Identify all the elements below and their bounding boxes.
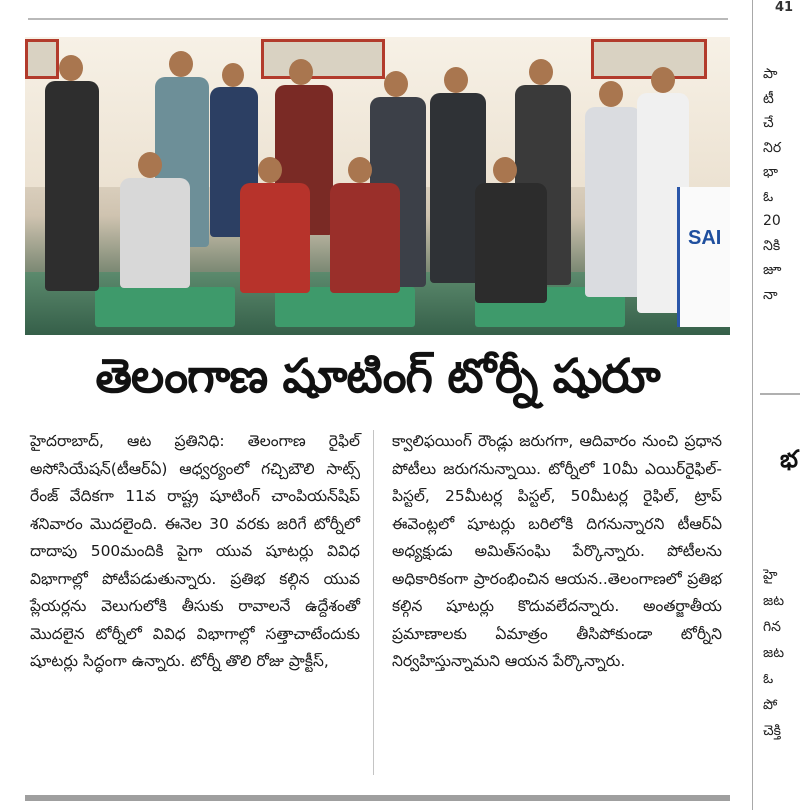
side-article-1-line: చే — [763, 115, 774, 131]
side-article-2-line: పో — [763, 697, 778, 713]
side-article-2-line: చెక్తి — [763, 723, 781, 739]
article-column-2: క్వాలిఫయింగ్ రౌండ్లు జరుగగా, ఆదివారం నుంచి ప్రధాన పోటీలు జరుగనున్నాయి. టోర్నీలో 10మీ ఎయిర్‌రైఫిల్-పిస్టల్, 25మీటర్ల పిస్టల్, 50మీటర్ల రైఫిల్, ట్రాప్ ఈవెంట్లలో షూటర్లు బరిలోకి దిగనున్నారని టీఆర్ఏ అధ్యక్షుడు అమిత్‌సంఘి పేర్కొన్నారు. పోటీలను అధికారికంగా ప్రారంభించిన ఆయన..తెలంగాణలో ప్రతిభ కల్గిన షూటర్లు కొదువలేదన్నారు. అంతర్జాతీయ ప్రమాణాలకు ఏమాత్రం తీసిపోకుండా టోర్నీని నిర్వహిస్తున్నామని ఆయన పేర్కొన్నారు. — [392, 432, 722, 670]
side-article-1-line: నికి — [763, 237, 781, 254]
side-article-2 — [763, 562, 800, 744]
article-headline: తెలంగాణ షూటింగ్ టోర్నీ షురూ — [95, 349, 660, 404]
photo-banner — [677, 187, 730, 327]
photo-window — [261, 39, 385, 79]
side-article-2-line: హై — [763, 567, 778, 583]
article-column-1: హైదరాబాద్, ఆట ప్రతినిధి: తెలంగాణ రైఫిల్ అసోసియేషన్(టీఆర్ఏ) ఆధ్వర్యంలో గచ్చిబౌలి సాట్స్ రేంజ్ వేదికగా 11వ రాష్ట్ర షూటింగ్ చాంపియన్‌షిప్ శనివారం మొదలైంది. ఈనెల 30 వరకు జరిగే టోర్నీలో దాదాపు 500మందికి పైగా యువ షూటర్లు వివిధ విభాగాల్లో పోటీపడుతున్నారు. ప్రతిభ కల్గిన యువ ప్లేయర్లను వెలుగులోకి తీసుకు రావాలనే ఉద్దేశంతో మొదలైన టోర్నీలో వివిధ విభాగాల్లో సత్తాచాటేందుకు షూటర్లు సిద్ధంగా ఉన్నారు. టోర్నీ తొలి రోజు ప్రాక్టీస్, — [30, 432, 360, 670]
side-article-1 — [763, 62, 800, 307]
top-fragment-text: 41 — [775, 0, 794, 15]
side-article-1-line: నా — [763, 286, 778, 303]
side-divider — [760, 393, 800, 395]
side-article-2-line: జట — [763, 645, 785, 661]
photo-window — [25, 39, 59, 79]
top-divider — [28, 18, 728, 20]
side-article-2-line: ఓ — [763, 671, 774, 687]
side-article-1-line: 20 — [763, 213, 781, 229]
bottom-divider — [25, 795, 730, 801]
side-article-2-line: జట — [763, 593, 785, 609]
column-separator — [373, 430, 374, 775]
side-article-1-line: జూ — [763, 262, 782, 278]
column-divider — [752, 0, 753, 810]
side-article-1-line: భా — [763, 164, 779, 180]
photo-banner-text: SAI — [688, 227, 722, 249]
article-photo — [25, 37, 730, 335]
photo-window — [591, 39, 707, 79]
side-article-1-line: ఓ — [763, 188, 774, 205]
photo-mat — [95, 287, 235, 327]
side-article-1-line: పా — [763, 66, 778, 82]
side-article-1-line: టీ — [763, 90, 774, 107]
side-article-2-line: గిన — [763, 619, 781, 635]
side-article-1-line: నిర — [763, 139, 782, 156]
side-article-2-heading: భ — [780, 445, 798, 473]
photo-mat — [275, 287, 415, 327]
